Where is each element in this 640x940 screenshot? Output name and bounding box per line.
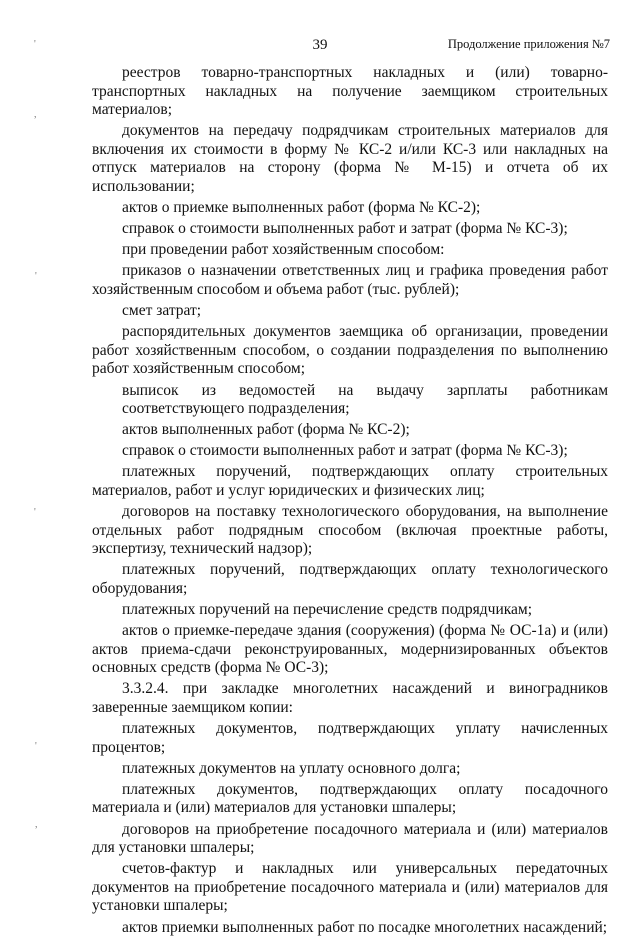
paragraph: платежных поручений, подтверждающих оплату строительных материалов, работ и услуг юридических и физических лиц; (92, 463, 608, 499)
paragraph: договоров на приобретение посадочного материала и (или) материалов для установки шпалеры; (92, 820, 608, 857)
paragraph: договоров на поставку технологического оборудования, на выполнение отдельных работ подрядным способом (включая проектные работы, экспертизу, технический надзор); (92, 503, 608, 558)
paragraph: документов на передачу подрядчикам строительных материалов для включения их стоимости в форму № КС-2 и/или КС-3 или накладных на отпуск материалов на сторону (форма № М-15) и отчета об их использовании; (92, 122, 608, 196)
paragraph: платежных документов, подтверждающих уплату начисленных процентов; (92, 720, 608, 756)
paragraph: при проведении работ хозяйственным способом: (122, 241, 445, 259)
paragraph: счетов-фактур и накладных или универсальных передаточных документов на приобретение посадочного материала и (или) материалов для установки шпалеры; (92, 860, 608, 915)
document-body (92, 64, 608, 940)
scan-speck: ' (34, 507, 36, 518)
scan-speck: , (35, 819, 38, 830)
paragraph: приказов о назначении ответственных лиц и графика проведения работ хозяйственным способом и объема работ (тыс. рублей); (92, 262, 608, 299)
paragraph: справок о стоимости выполненных работ и затрат (форма № КС-3); (122, 220, 568, 238)
paragraph: актов выполненных работ (форма № КС-2); (122, 421, 410, 439)
paragraph: распорядительных документов заемщика об организации, проведении работ хозяйственным способом, о создании подразделения по выполнению работ хозяйственным способом; (92, 323, 608, 378)
paragraph: смет затрат; (122, 302, 202, 320)
paragraph: платежных документов на уплату основного долга; (122, 759, 461, 777)
scan-speck: ' (35, 741, 37, 752)
paragraph: справок о стоимости выполненных работ и затрат (форма № КС-3); (122, 442, 568, 460)
paragraph: платежных документов, подтверждающих оплату посадочного материала и (или) материалов для установки шпалеры; (92, 780, 608, 817)
paragraph: платежных поручений, подтверждающих оплату технологического оборудования; (92, 561, 608, 597)
paragraph: актов приемки выполненных работ по посадке многолетних насаждений; (122, 918, 608, 936)
running-head: Продолжение приложения №7 (447, 37, 610, 51)
scan-speck: ' (34, 39, 36, 50)
paragraph: платежных поручений на перечисление средств подрядчикам; (122, 601, 533, 619)
paragraph: реестров товарно-транспортных накладных и (или) товарно-транспортных накладных на получение заемщиком строительных материалов; (92, 64, 608, 119)
paragraph: актов о приемке выполненных работ (форма № КС-2); (122, 199, 481, 217)
scan-speck: ' (35, 271, 37, 282)
scan-speck: , (34, 109, 37, 120)
paragraph: 3.3.2.4. при закладке многолетних насаждений и виноградников заверенные заемщиком копии: (92, 680, 608, 716)
paragraph: актов о приемке-передаче здания (сооружения) (форма № ОС-1а) и (или) актов приема-сдачи реконструированных, модернизированных объектов основных средств (форма № ОС-3); (92, 622, 608, 677)
page-number: 39 (312, 37, 328, 53)
paragraph: выписок из ведомостей на выдачу зарплаты работникам соответствующего подразделения; (122, 381, 608, 418)
